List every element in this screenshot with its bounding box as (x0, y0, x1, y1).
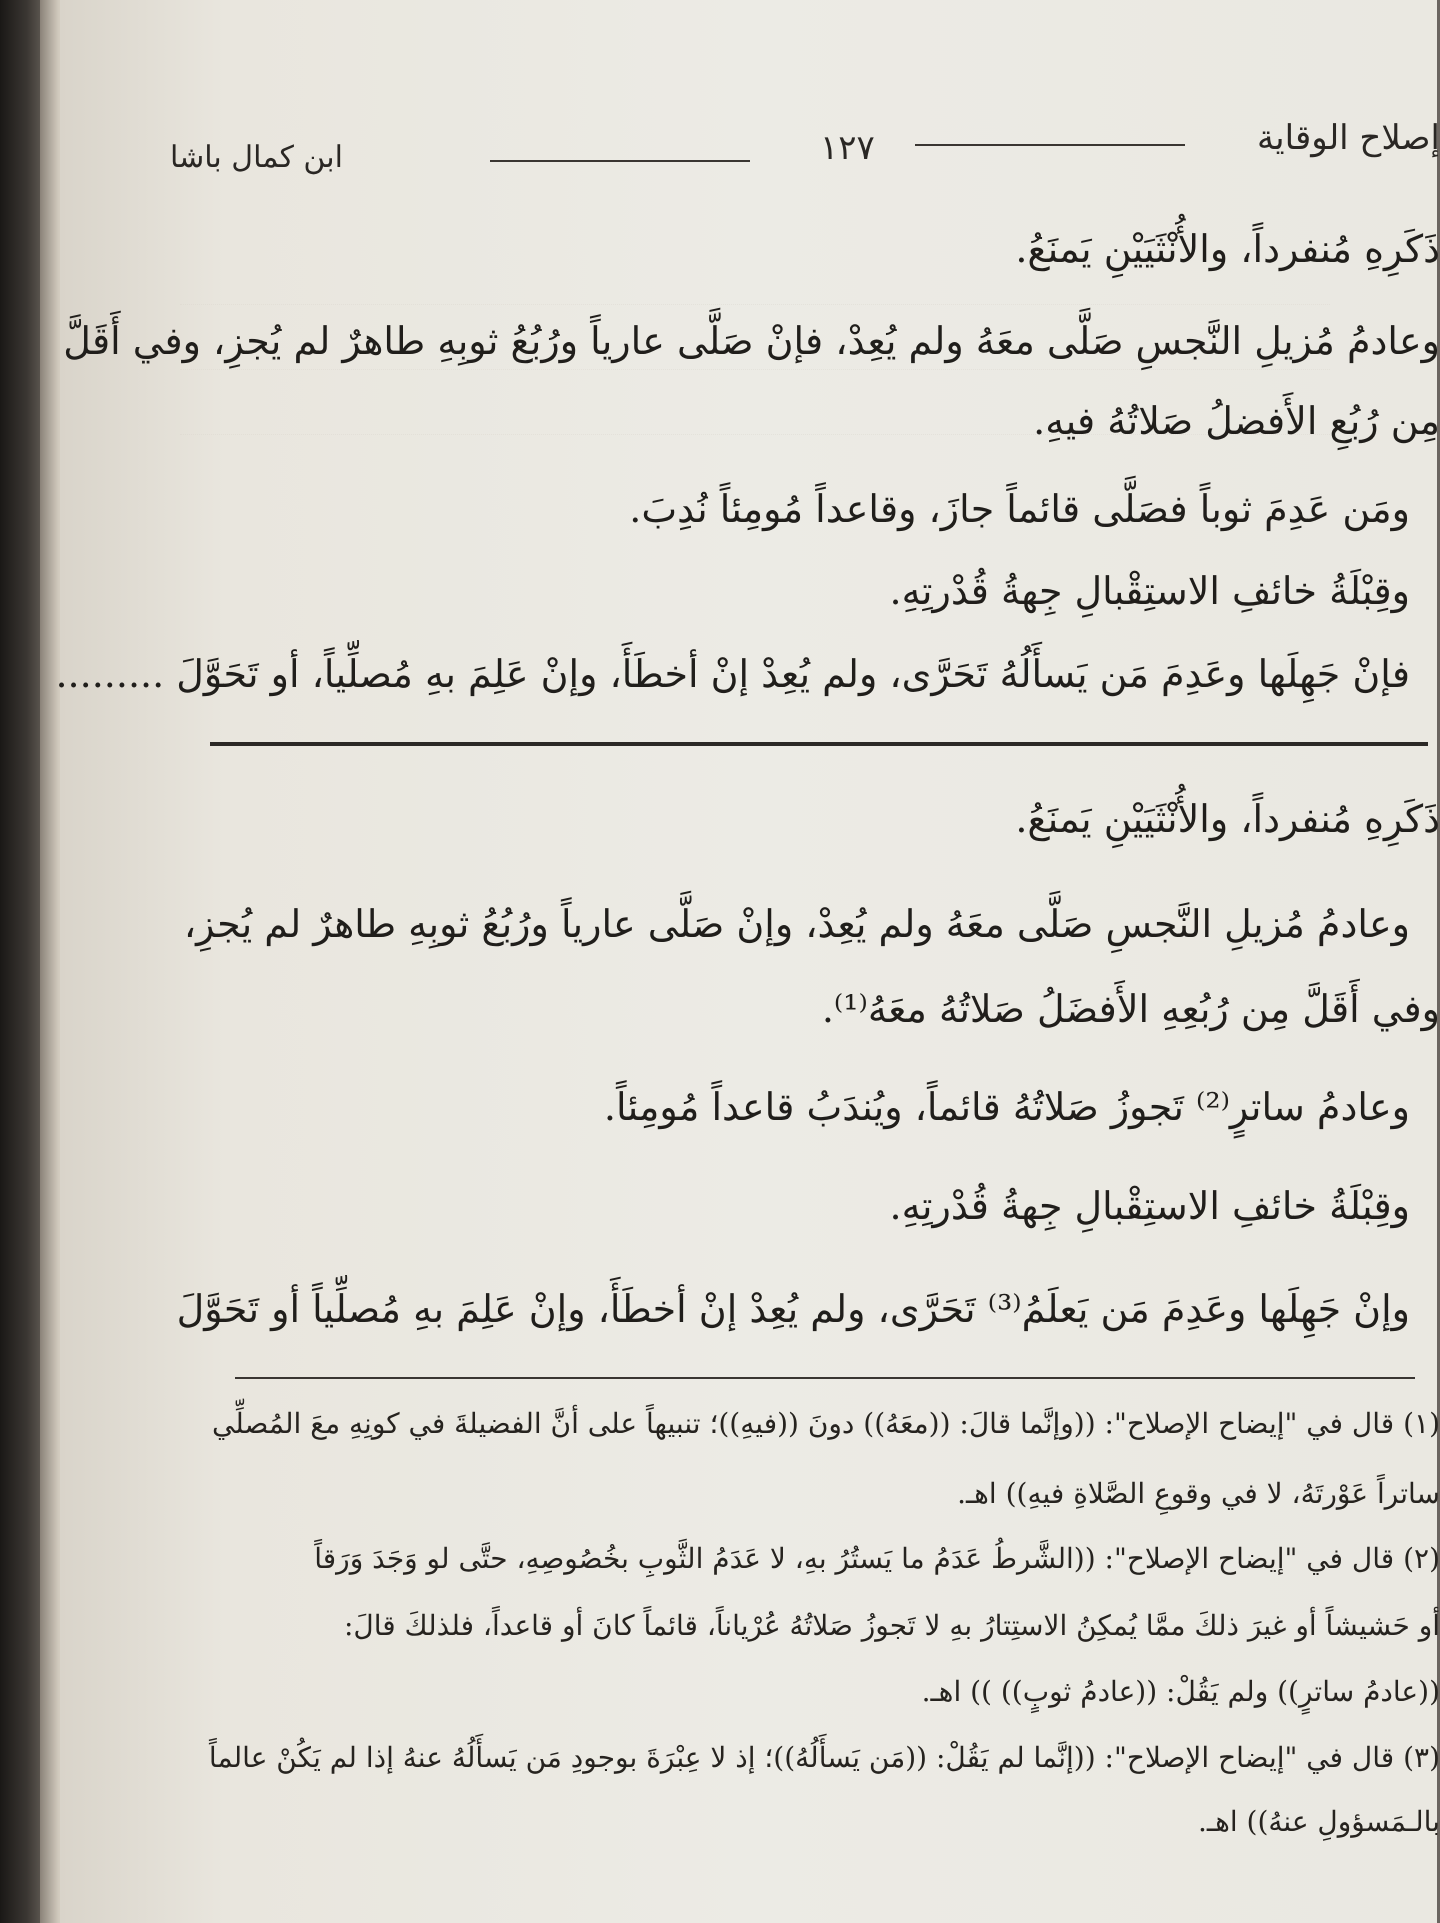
footnote-line: ساتراً عَوْرتَهُ، لا في وقوعِ الصَّلاةِ فيهِ)) اهـ. (957, 1477, 1440, 1510)
page-number: ١٢٧ (820, 128, 875, 168)
upper-line: ومَن عَدِمَ ثوباً فصَلَّى قائماً جازَ، وقاعداً مُومِئاً نُدِبَ. (629, 487, 1410, 531)
running-header (170, 118, 1440, 178)
lower-line: وقِبْلَةُ خائفِ الاستِقْبالِ جِهةُ قُدْرتِهِ. (889, 1184, 1410, 1228)
upper-line: فإنْ جَهِلَها وعَدِمَ مَن يَسأَلُهُ تَحَرَّى، ولم يُعِدْ إنْ أخطَأَ، وإنْ عَلِمَ بهِ مُصلِّياً، أو تَحَوَّلَ ......... (55, 652, 1410, 696)
footnote-line: أو حَشيشاً أو غيرَ ذلكَ ممَّا يُمكِنُ الاستِتارُ بهِ لا تَجوزُ صَلاتُهُ عُرْياناً، قائماً كانَ أو قاعداً، فلذلكَ قالَ: (343, 1609, 1440, 1642)
lower-line: وعادمُ مُزيلِ النَّجسِ صَلَّى معَهُ ولم يُعِدْ، وإنْ صَلَّى عارياً ورُبُعُ ثوبِهِ طاهرٌ لم يُجزِ، (183, 902, 1410, 946)
author-name: ابن كمال باشا (170, 140, 343, 175)
lower-line: ذَكَرِهِ مُنفرداً، والأُنْثَيَيْنِ يَمنَعُ. (1015, 797, 1440, 841)
footnote-rule (235, 1377, 1415, 1379)
header-rule-left (490, 160, 750, 162)
book-title: إصلاح الوقاية (1256, 118, 1440, 158)
footnote-line: (٣) قال في "إيضاح الإصلاح": ((إنَّما لم يَقُلْ: ((مَن يَسأَلُهُ))؛ إذ لا عِبْرَةَ بوجودِ مَن يَسأَلُهُ عنهُ إذا لم يَكُنْ عالماً (208, 1741, 1440, 1774)
upper-line: ذَكَرِهِ مُنفرداً، والأُنْثَيَيْنِ يَمنَعُ. (1015, 227, 1440, 271)
footnote-line: بالـمَسؤولِ عنهُ)) اهـ. (1197, 1805, 1440, 1838)
lower-line: وإنْ جَهِلَها وعَدِمَ مَن يَعلَمُ⁽³⁾ تَحَرَّى، ولم يُعِدْ إنْ أخطَأَ، وإنْ عَلِمَ بهِ مُصلِّياً أو تَحَوَّلَ (176, 1287, 1410, 1331)
upper-line: وقِبْلَةُ خائفِ الاستِقْبالِ جِهةُ قُدْرتِهِ. (889, 569, 1410, 613)
footnote-line: (٢) قال في "إيضاح الإصلاح": ((الشَّرطُ عَدَمُ ما يَستُرُ بهِ، لا عَدَمُ الثَّوبِ بخُصُوصِهِ، حتَّى لو وَجَدَ وَرَقاً (314, 1542, 1440, 1575)
book-page (55, 0, 1440, 1923)
footnote-line: (١) قال في "إيضاح الإصلاح": ((وإنَّما قالَ: ((معَهُ)) دونَ ((فيهِ))؛ تنبيهاً على أنَّ الفضيلةَ في كونِهِ معَ المُصلِّي (211, 1407, 1440, 1440)
lower-line: وفي أَقَلَّ مِن رُبُعِهِ الأَفضَلُ صَلاتُهُ معَهُ⁽¹⁾. (821, 987, 1440, 1031)
upper-line: مِن رُبُعِ الأَفضلُ صَلاتُهُ فيهِ. (1033, 399, 1440, 443)
footnote-line: ((عادمُ ساترٍ)) ولم يَقُلْ: ((عادمُ ثوبٍ)) )) اهـ. (921, 1675, 1440, 1708)
section-divider (210, 742, 1428, 746)
upper-line: وعادمُ مُزيلِ النَّجسِ صَلَّى معَهُ ولم يُعِدْ، فإنْ صَلَّى عارياً ورُبُعُ ثوبِهِ طاهرٌ لم يُجزِ، وفي أَقَلَّ (63, 319, 1440, 363)
header-rule-right (915, 144, 1185, 146)
lower-line: وعادمُ ساترٍ⁽²⁾ تَجوزُ صَلاتُهُ قائماً، ويُندَبُ قاعداً مُومِئاً. (603, 1085, 1410, 1129)
